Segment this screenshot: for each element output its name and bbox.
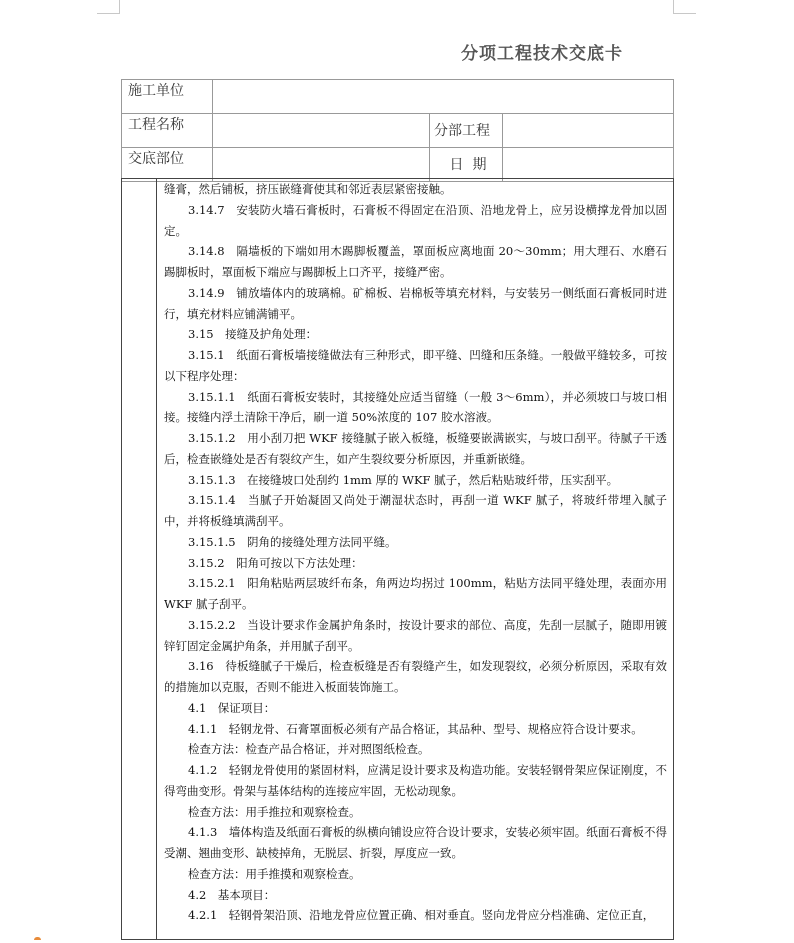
project-name-value (213, 114, 430, 148)
construction-unit-label: 施工单位 (122, 80, 213, 114)
content-paragraph: 3.15 接缝及护角处理： (188, 327, 318, 342)
page-corner-mark-top-right (673, 0, 696, 14)
row-project-name (122, 114, 674, 148)
content-paragraph: 3.15.2 阳角可按以下方法处理： (188, 555, 363, 570)
sub-project-label: 分部工程 (430, 114, 503, 148)
content-paragraph: 4.1.2 轻钢龙骨使用的紧固材料，应满足设计要求及构造功能。安装轻钢骨架应保证刚度，不得弯曲变形。骨架与基体结构的连接应牢固，无松动现象。 (164, 763, 667, 798)
handover-location-value (213, 148, 430, 182)
content-paragraph: 4.1.3 墙体构造及纸面石膏板的纵横向铺设应符合设计要求，安装必须牢固。纸面石膏板不得受潮、翘曲变形、缺棱掉角，无脱层、折裂，厚度应一致。 (164, 825, 667, 860)
date-value (503, 148, 674, 182)
content-paragraph: 3.16 待板缝腻子干燥后，检查板缝是否有裂缝产生，如发现裂纹，必须分析原因，采取有效的措施加以克服，否则不能进入板面装饰施工。 (164, 659, 667, 694)
content-paragraph: 3.15.1.1 纸面石膏板安装时，其接缝处应适当留缝（一般 3～6mm），并必须坡口与坡口相接。接缝内浮土清除干净后，刷一道 50%浓度的 107 胶水溶液。 (164, 389, 667, 425)
content-paragraph: 3.15.2.1 阳角粘贴两层玻纤布条，角两边均拐过 100mm，粘贴方法同平缝处理，表面亦用 WKF 腻子刮平。 (164, 576, 667, 611)
page-corner-mark-top-left (97, 0, 120, 14)
content-paragraph: 4.1 保证项目： (188, 700, 276, 715)
cursor-marker (34, 937, 41, 940)
document-title: 分项工程技术交底卡 (461, 44, 623, 64)
date-label: 日 期 (430, 148, 503, 182)
header-info-table (121, 79, 674, 182)
content-paragraph: 3.15.2.2 当设计要求作金属护角条时，按设计要求的部位、高度，先刮一层腻子，随即用镀锌钉固定金属护角条，并用腻子刮平。 (164, 617, 667, 653)
handover-content-box (121, 178, 674, 940)
content-paragraph: 4.1.1 轻钢龙骨、石膏罩面板必须有产品合格证，其品种、型号、规格应符合设计要求。 (188, 721, 643, 736)
handover-text (164, 179, 667, 926)
sub-project-value (503, 114, 674, 148)
handover-location-label: 交底部位 (122, 148, 213, 182)
left-column-divider (156, 179, 157, 939)
content-paragraph: 4.2.1 轻钢骨架沿顶、沿地龙骨应位置正确、相对垂直。竖向龙骨应分档准确、定位正直， (188, 908, 655, 923)
content-paragraph: 3.14.7 安装防火墙石膏板时，石膏板不得固定在沿顶、沿地龙骨上，应另设横撑龙骨加以固定。 (164, 202, 667, 238)
content-paragraph: 3.15.1.4 当腻子开始凝固又尚处于潮湿状态时，再刮一道 WKF 腻子，将玻纤带埋入腻子中，并将板缝填满刮平。 (164, 493, 667, 528)
content-paragraph: 3.15.1.5 阴角的接缝处理方法同平缝。 (188, 534, 397, 549)
content-paragraph: 3.14.9 铺放墙体内的玻璃棉。矿棉板、岩棉板等填充材料，与安装另一侧纸面石膏板同时进行，填充材料应铺满铺平。 (164, 285, 667, 321)
content-paragraph: 检查方法：检查产品合格证，并对照图纸检查。 (188, 742, 430, 757)
content-paragraph: 缝膏，然后铺板，挤压嵌缝膏使其和邻近表层紧密接触。 (164, 182, 452, 196)
content-paragraph: 3.15.1.3 在接缝坡口处刮约 1mm 厚的 WKF 腻子，然后粘贴玻纤带，压实刮平。 (188, 472, 619, 487)
project-name-label: 工程名称 (122, 114, 213, 148)
content-paragraph: 4.2 基本项目： (188, 887, 276, 902)
content-paragraph: 3.14.8 隔墙板的下端如用木踢脚板覆盖，罩面板应离地面 20～30mm；用大理石、水磨石踢脚板时，罩面板下端应与踢脚板上口齐平，接缝严密。 (164, 244, 667, 279)
construction-unit-value (213, 80, 674, 114)
row-handover-location (122, 148, 674, 182)
content-paragraph: 检查方法：用手推摸和观察检查。 (188, 866, 361, 881)
content-paragraph: 检查方法：用手推拉和观察检查。 (188, 804, 361, 819)
content-paragraph: 3.15.1 纸面石膏板墙接缝做法有三种形式，即平缝、凹缝和压条缝。一般做平缝较多，可按以下程序处理： (164, 348, 667, 383)
content-paragraph: 3.15.1.2 用小刮刀把 WKF 接缝腻子嵌入板缝，板缝要嵌满嵌实，与坡口刮平。待腻子干透后，检查嵌缝处是否有裂纹产生，如产生裂纹要分析原因，并重新嵌缝。 (164, 431, 667, 466)
row-construction-unit (122, 80, 674, 114)
